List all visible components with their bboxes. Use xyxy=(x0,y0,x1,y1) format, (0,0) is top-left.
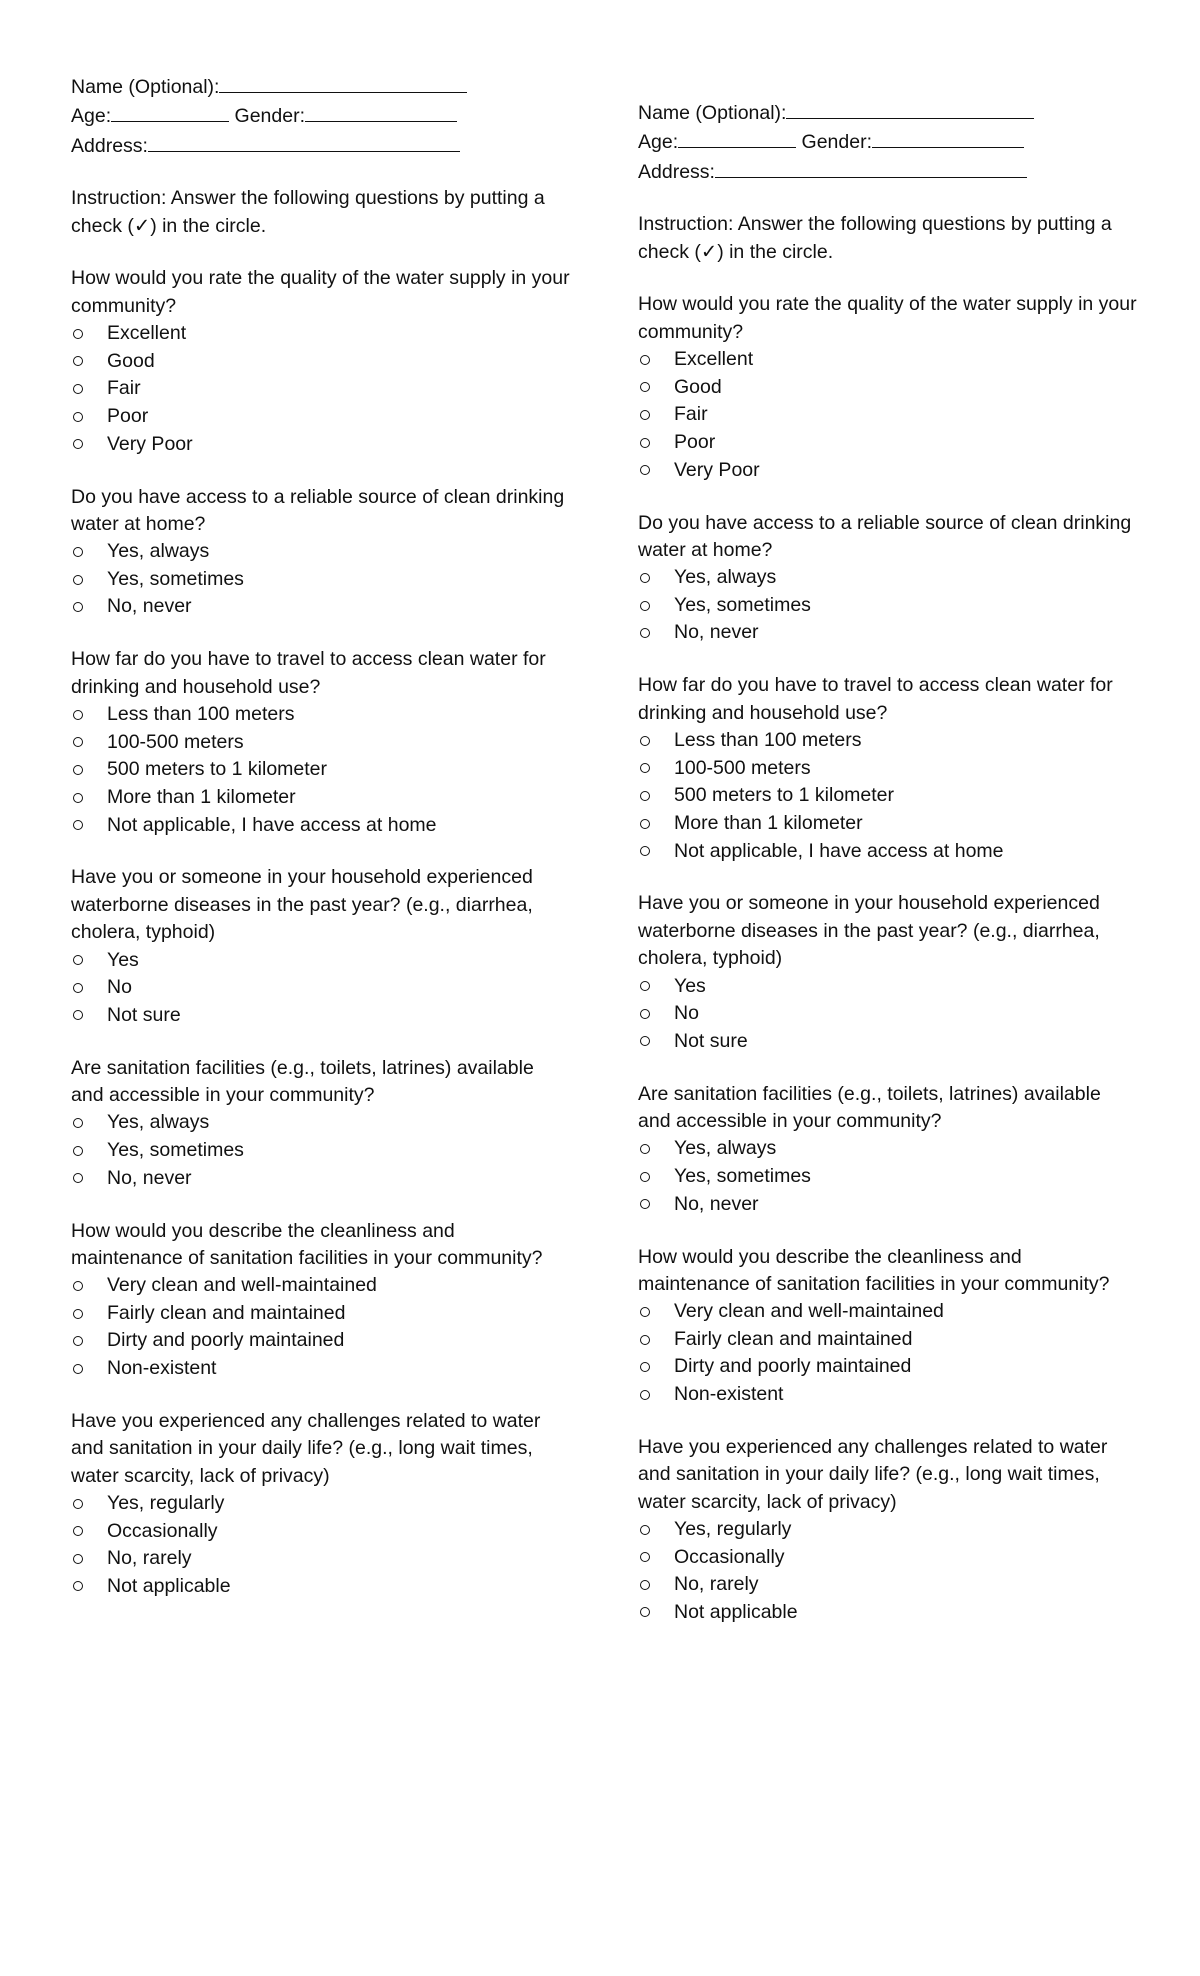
radio-circle-icon[interactable] xyxy=(640,1525,650,1535)
option-label: Dirty and poorly maintained xyxy=(674,1355,912,1378)
radio-circle-icon[interactable] xyxy=(73,1499,83,1509)
radio-option[interactable] xyxy=(638,837,1138,865)
radio-option[interactable] xyxy=(71,701,571,729)
radio-circle-icon[interactable] xyxy=(640,628,650,638)
radio-circle-icon[interactable] xyxy=(640,438,650,448)
name-label: Name (Optional): xyxy=(71,76,220,98)
question-2 xyxy=(638,510,1138,647)
radio-circle-icon[interactable] xyxy=(73,1309,83,1319)
radio-option[interactable] xyxy=(638,1135,1138,1163)
option-label: 500 meters to 1 kilometer xyxy=(107,758,328,781)
option-label: Yes, always xyxy=(107,1111,210,1134)
option-label: Yes, sometimes xyxy=(674,593,811,616)
instruction-text: Instruction: Answer the following questions by putting a check (✓) in the circle. xyxy=(71,187,545,237)
option-label: No xyxy=(107,976,132,999)
radio-circle-icon[interactable] xyxy=(73,1281,83,1291)
radio-circle-icon[interactable] xyxy=(73,602,83,612)
radio-circle-icon[interactable] xyxy=(640,410,650,420)
radio-circle-icon[interactable] xyxy=(73,710,83,720)
radio-circle-icon[interactable] xyxy=(640,1199,650,1209)
option-label: Yes, always xyxy=(674,1137,777,1160)
questionnaire-left xyxy=(71,72,571,1600)
radio-option[interactable] xyxy=(638,1190,1138,1218)
question-1-text: How would you rate the quality of the water supply in your community? xyxy=(638,293,1137,343)
radio-option[interactable] xyxy=(71,1573,571,1601)
age-gender-row xyxy=(71,101,571,130)
radio-circle-icon[interactable] xyxy=(73,793,83,803)
question-4 xyxy=(638,890,1138,1055)
radio-circle-icon[interactable] xyxy=(640,1580,650,1590)
radio-circle-icon[interactable] xyxy=(73,356,83,366)
option-label: Good xyxy=(674,375,722,398)
radio-option[interactable] xyxy=(638,1599,1138,1627)
question-6-text: How would you describe the cleanliness and maintenance of sanitation facilities in your community? xyxy=(71,1219,543,1269)
option-label: Fairly clean and maintained xyxy=(674,1327,913,1350)
radio-circle-icon[interactable] xyxy=(73,1173,83,1183)
radio-option[interactable] xyxy=(638,401,1138,429)
radio-circle-icon[interactable] xyxy=(73,439,83,449)
option-label: 100-500 meters xyxy=(674,756,811,779)
question-4 xyxy=(71,864,571,1029)
radio-circle-icon[interactable] xyxy=(73,1364,83,1374)
name-blank[interactable] xyxy=(219,72,467,93)
radio-circle-icon[interactable] xyxy=(73,329,83,339)
radio-option[interactable] xyxy=(638,1543,1138,1571)
age-label: Age: xyxy=(638,131,679,154)
option-label: Yes, sometimes xyxy=(674,1164,811,1187)
option-label: Occasionally xyxy=(674,1545,785,1568)
option-label: Not applicable, I have access at home xyxy=(107,813,437,836)
option-label: Excellent xyxy=(674,348,754,371)
option-label: Not applicable xyxy=(107,1574,231,1597)
question-3-text: How far do you have to travel to access clean water for drinking and household use? xyxy=(638,674,1113,724)
option-label: Occasionally xyxy=(107,1519,218,1542)
option-label: No, never xyxy=(674,1192,759,1215)
option-label: Not sure xyxy=(107,1003,181,1026)
radio-option[interactable] xyxy=(71,593,571,621)
questionnaire-right xyxy=(638,98,1138,1626)
radio-option[interactable] xyxy=(71,348,571,376)
option-label: No xyxy=(674,1002,699,1025)
gender-blank[interactable] xyxy=(305,101,457,122)
question-7-text: Have you experienced any challenges related to water and sanitation in your daily life? (e.g., long wait times, water scarcity, lack of privacy) xyxy=(638,1436,1108,1513)
radio-circle-icon[interactable] xyxy=(640,1607,650,1617)
question-4-text: Have you or someone in your household experienced waterborne diseases in the past year? (e.g., diarrhea, cholera, typhoid) xyxy=(71,866,533,944)
option-label: Very Poor xyxy=(107,432,193,455)
radio-option[interactable] xyxy=(638,755,1138,783)
question-5 xyxy=(638,1081,1138,1218)
option-label: Non-existent xyxy=(107,1357,217,1380)
question-3 xyxy=(71,646,571,839)
radio-option[interactable] xyxy=(638,592,1138,620)
option-label: Yes, regularly xyxy=(674,1518,792,1541)
radio-circle-icon[interactable] xyxy=(73,1526,83,1536)
name-blank[interactable] xyxy=(786,98,1034,119)
option-label: Not applicable, I have access at home xyxy=(674,839,1004,862)
question-2 xyxy=(71,484,571,621)
radio-option[interactable] xyxy=(71,1327,571,1355)
option-label: Yes, sometimes xyxy=(107,567,244,590)
option-label: Non-existent xyxy=(674,1383,784,1406)
name-field-row xyxy=(638,98,1138,127)
age-blank[interactable] xyxy=(678,127,796,148)
radio-circle-icon[interactable] xyxy=(73,575,83,585)
radio-option[interactable] xyxy=(71,1300,571,1328)
radio-option[interactable] xyxy=(71,1272,571,1300)
question-7 xyxy=(638,1434,1138,1626)
option-label: Less than 100 meters xyxy=(107,703,295,726)
radio-option[interactable] xyxy=(638,1163,1138,1191)
radio-option[interactable] xyxy=(638,1000,1138,1028)
option-label: 100-500 meters xyxy=(107,730,244,753)
radio-option[interactable] xyxy=(71,1517,571,1545)
radio-circle-icon[interactable] xyxy=(640,355,650,365)
option-label: Dirty and poorly maintained xyxy=(107,1329,345,1352)
question-7-text: Have you experienced any challenges related to water and sanitation in your daily life? (e.g., long wait times, water scarcity, lack of privacy) xyxy=(71,1410,541,1487)
question-1 xyxy=(71,265,571,458)
radio-circle-icon[interactable] xyxy=(640,1390,650,1400)
address-blank[interactable] xyxy=(715,157,1027,178)
radio-option[interactable] xyxy=(638,1353,1138,1381)
radio-option[interactable] xyxy=(638,727,1138,755)
question-4-text: Have you or someone in your household experienced waterborne diseases in the past year? (e.g., diarrhea, cholera, typhoid) xyxy=(638,892,1100,970)
option-label: No, never xyxy=(674,621,759,644)
name-label: Name (Optional): xyxy=(638,102,787,124)
radio-circle-icon[interactable] xyxy=(73,1554,83,1564)
radio-option[interactable] xyxy=(71,1109,571,1137)
option-label: No, rarely xyxy=(674,1573,759,1596)
question-2-text: Do you have access to a reliable source of clean drinking water at home? xyxy=(71,485,565,535)
age-label: Age: xyxy=(71,105,112,128)
option-label: Fairly clean and maintained xyxy=(107,1301,346,1324)
radio-option[interactable] xyxy=(71,403,571,431)
radio-circle-icon[interactable] xyxy=(640,1172,650,1182)
radio-option[interactable] xyxy=(638,346,1138,374)
option-label: No, never xyxy=(107,1166,192,1189)
radio-option[interactable] xyxy=(71,729,571,757)
radio-circle-icon[interactable] xyxy=(640,846,650,856)
radio-circle-icon[interactable] xyxy=(640,1335,650,1345)
radio-option[interactable] xyxy=(638,1381,1138,1409)
question-1 xyxy=(638,291,1138,484)
radio-option[interactable] xyxy=(638,374,1138,402)
name-field-row xyxy=(71,72,571,101)
radio-circle-icon[interactable] xyxy=(640,1009,650,1019)
radio-option[interactable] xyxy=(71,1002,571,1030)
question-3 xyxy=(638,672,1138,865)
radio-circle-icon[interactable] xyxy=(640,763,650,773)
radio-option[interactable] xyxy=(71,1137,571,1165)
radio-circle-icon[interactable] xyxy=(73,1336,83,1346)
question-5 xyxy=(71,1055,571,1192)
radio-circle-icon[interactable] xyxy=(73,983,83,993)
radio-circle-icon[interactable] xyxy=(640,981,650,991)
option-label: No, rarely xyxy=(107,1547,192,1570)
option-label: Poor xyxy=(674,431,716,453)
option-label: Not applicable xyxy=(674,1600,798,1623)
option-label: Excellent xyxy=(107,322,187,345)
radio-circle-icon[interactable] xyxy=(640,1307,650,1317)
radio-circle-icon[interactable] xyxy=(73,1146,83,1156)
option-label: Yes, regularly xyxy=(107,1492,225,1515)
radio-option[interactable] xyxy=(71,320,571,348)
option-label: Poor xyxy=(107,405,149,427)
gender-blank[interactable] xyxy=(872,127,1024,148)
address-label: Address: xyxy=(71,134,148,157)
radio-circle-icon[interactable] xyxy=(73,547,83,557)
option-label: Yes, always xyxy=(674,566,777,589)
radio-circle-icon[interactable] xyxy=(640,736,650,746)
radio-option[interactable] xyxy=(71,946,571,974)
radio-option[interactable] xyxy=(71,1164,571,1192)
address-blank[interactable] xyxy=(148,131,460,152)
radio-circle-icon[interactable] xyxy=(640,573,650,583)
radio-option[interactable] xyxy=(638,1516,1138,1544)
option-label: More than 1 kilometer xyxy=(107,785,296,808)
radio-option[interactable] xyxy=(71,566,571,594)
radio-option[interactable] xyxy=(71,430,571,458)
radio-option[interactable] xyxy=(638,564,1138,592)
age-blank[interactable] xyxy=(111,101,229,122)
radio-option[interactable] xyxy=(71,375,571,403)
radio-circle-icon[interactable] xyxy=(640,1552,650,1562)
radio-option[interactable] xyxy=(638,782,1138,810)
radio-circle-icon[interactable] xyxy=(640,1144,650,1154)
address-field-row xyxy=(71,131,571,160)
radio-circle-icon[interactable] xyxy=(640,791,650,801)
radio-option[interactable] xyxy=(638,619,1138,647)
radio-circle-icon[interactable] xyxy=(73,412,83,422)
radio-option[interactable] xyxy=(638,429,1138,457)
option-label: Yes, always xyxy=(107,540,210,563)
radio-option[interactable] xyxy=(71,756,571,784)
radio-circle-icon[interactable] xyxy=(640,601,650,611)
option-label: Good xyxy=(107,349,155,372)
radio-option[interactable] xyxy=(638,972,1138,1000)
option-label: Yes xyxy=(107,948,139,971)
radio-circle-icon[interactable] xyxy=(640,1362,650,1372)
question-3-text: How far do you have to travel to access clean water for drinking and household use? xyxy=(71,648,546,698)
gender-label: Gender: xyxy=(234,105,306,128)
radio-option[interactable] xyxy=(638,1028,1138,1056)
gender-label: Gender: xyxy=(801,131,873,154)
option-label: More than 1 kilometer xyxy=(674,811,863,834)
radio-circle-icon[interactable] xyxy=(640,465,650,475)
radio-option[interactable] xyxy=(71,974,571,1002)
radio-circle-icon[interactable] xyxy=(73,765,83,775)
question-5-text: Are sanitation facilities (e.g., toilets, latrines) available and accessible in your community? xyxy=(71,1056,534,1106)
question-2-text: Do you have access to a reliable source of clean drinking water at home? xyxy=(638,511,1132,561)
radio-circle-icon[interactable] xyxy=(640,382,650,392)
option-label: 500 meters to 1 kilometer xyxy=(674,784,895,807)
radio-circle-icon[interactable] xyxy=(640,1036,650,1046)
option-label: Less than 100 meters xyxy=(674,729,862,752)
radio-circle-icon[interactable] xyxy=(640,819,650,829)
radio-circle-icon[interactable] xyxy=(73,955,83,965)
question-5-text: Are sanitation facilities (e.g., toilets, latrines) available and accessible in your community? xyxy=(638,1082,1101,1132)
question-6-text: How would you describe the cleanliness and maintenance of sanitation facilities in your community? xyxy=(638,1245,1110,1295)
radio-option[interactable] xyxy=(638,456,1138,484)
radio-option[interactable] xyxy=(71,538,571,566)
option-label: Yes, sometimes xyxy=(107,1138,244,1161)
question-7 xyxy=(71,1408,571,1600)
age-gender-row xyxy=(638,127,1138,156)
radio-circle-icon[interactable] xyxy=(73,1118,83,1128)
option-label: Very clean and well-maintained xyxy=(107,1274,377,1297)
option-label: Very Poor xyxy=(674,458,760,481)
instruction-text: Instruction: Answer the following questions by putting a check (✓) in the circle. xyxy=(638,213,1112,263)
question-1-text: How would you rate the quality of the water supply in your community? xyxy=(71,267,570,317)
question-6 xyxy=(638,1244,1138,1409)
radio-option[interactable] xyxy=(71,811,571,839)
option-label: Yes xyxy=(674,974,706,997)
option-label: No, never xyxy=(107,595,192,618)
question-6 xyxy=(71,1218,571,1383)
radio-option[interactable] xyxy=(71,1545,571,1573)
radio-option[interactable] xyxy=(638,1326,1138,1354)
option-label: Very clean and well-maintained xyxy=(674,1300,944,1323)
option-label: Fair xyxy=(107,377,141,400)
address-label: Address: xyxy=(638,160,715,183)
option-label: Not sure xyxy=(674,1029,748,1052)
radio-option[interactable] xyxy=(638,1298,1138,1326)
radio-option[interactable] xyxy=(71,1490,571,1518)
radio-circle-icon[interactable] xyxy=(73,820,83,830)
radio-option[interactable] xyxy=(71,784,571,812)
radio-circle-icon[interactable] xyxy=(73,737,83,747)
radio-circle-icon[interactable] xyxy=(73,1581,83,1591)
radio-option[interactable] xyxy=(71,1355,571,1383)
option-label: Fair xyxy=(674,403,708,426)
radio-circle-icon[interactable] xyxy=(73,1010,83,1020)
radio-circle-icon[interactable] xyxy=(73,384,83,394)
radio-option[interactable] xyxy=(638,1571,1138,1599)
radio-option[interactable] xyxy=(638,810,1138,838)
address-field-row xyxy=(638,157,1138,186)
